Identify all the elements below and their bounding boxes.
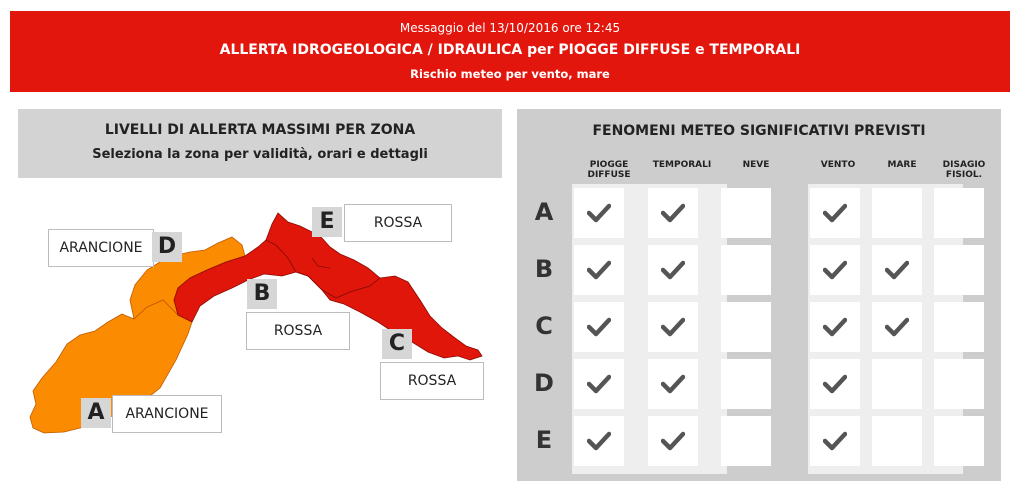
checkmark-icon xyxy=(823,373,847,395)
cell-c-5 xyxy=(934,302,984,352)
row-label-a: A xyxy=(534,198,554,226)
checkmark-icon xyxy=(587,430,611,452)
cell-b-3 xyxy=(810,245,860,295)
cell-a-1 xyxy=(648,188,698,238)
zone-a-level-box[interactable] xyxy=(112,395,222,433)
zone-e-level: ROSSA xyxy=(373,215,423,231)
checkmark-icon xyxy=(823,316,847,338)
row-label-e: E xyxy=(535,426,553,454)
zone-e-level-box[interactable] xyxy=(344,204,452,242)
cell-c-2 xyxy=(721,302,771,352)
cell-e-5 xyxy=(934,416,984,466)
cell-c-4 xyxy=(872,302,922,352)
cell-c-1 xyxy=(648,302,698,352)
checkmark-icon xyxy=(885,316,909,338)
cell-e-2 xyxy=(721,416,771,466)
checkmark-icon xyxy=(823,202,847,224)
cell-a-0 xyxy=(574,188,624,238)
col-head-piogge: PIOGGE DIFFUSE xyxy=(587,160,631,180)
cell-e-4 xyxy=(872,416,922,466)
checkmark-icon xyxy=(661,259,685,281)
zone-d-tag[interactable]: D xyxy=(152,232,182,262)
cell-d-4 xyxy=(872,359,922,409)
row-label-b: B xyxy=(534,255,554,283)
cell-c-3 xyxy=(810,302,860,352)
zone-a-level: ARANCIONE xyxy=(125,406,209,422)
cell-b-0 xyxy=(574,245,624,295)
row-label-c: C xyxy=(535,312,553,340)
cell-a-3 xyxy=(810,188,860,238)
checkmark-icon xyxy=(661,316,685,338)
zone-b-tag[interactable]: B xyxy=(247,279,277,309)
cell-b-5 xyxy=(934,245,984,295)
cell-d-2 xyxy=(721,359,771,409)
zone-c-level-box[interactable] xyxy=(380,362,484,400)
col-head-temporali: TEMPORALI xyxy=(652,160,712,170)
cell-a-5 xyxy=(934,188,984,238)
cell-b-1 xyxy=(648,245,698,295)
zone-c-level: ROSSA xyxy=(407,373,457,389)
zone-a-tag[interactable]: A xyxy=(81,398,111,428)
zone-b-level-box[interactable] xyxy=(246,312,350,350)
cell-a-4 xyxy=(872,188,922,238)
zone-c-tag[interactable]: C xyxy=(382,329,412,359)
checkmark-icon xyxy=(661,373,685,395)
alert-title: ALLERTA IDROGEOLOGICA / IDRAULICA per PIOGGE DIFFUSE e TEMPORALI xyxy=(219,42,801,58)
col-head-disagio: DISAGIO FISIOL. xyxy=(942,160,986,180)
row-label-d: D xyxy=(534,369,554,397)
checkmark-icon xyxy=(885,259,909,281)
checkmark-icon xyxy=(587,316,611,338)
zone-b-level: ROSSA xyxy=(273,323,323,339)
cell-c-0 xyxy=(574,302,624,352)
checkmark-icon xyxy=(587,259,611,281)
checkmark-icon xyxy=(661,430,685,452)
checkmark-icon xyxy=(587,373,611,395)
cell-e-3 xyxy=(810,416,860,466)
cell-d-1 xyxy=(648,359,698,409)
col-head-mare: MARE xyxy=(887,160,917,170)
checkmark-icon xyxy=(823,430,847,452)
checkmark-icon xyxy=(661,202,685,224)
zone-d-level: ARANCIONE xyxy=(59,240,143,256)
levels-heading: LIVELLI DI ALLERTA MASSIMI PER ZONA xyxy=(104,122,416,138)
cell-d-3 xyxy=(810,359,860,409)
phenomena-heading: FENOMENI METEO SIGNIFICATIVI PREVISTI xyxy=(592,123,926,139)
cell-e-1 xyxy=(648,416,698,466)
cell-d-5 xyxy=(934,359,984,409)
cell-b-2 xyxy=(721,245,771,295)
cell-d-0 xyxy=(574,359,624,409)
zone-e-tag[interactable]: E xyxy=(312,207,342,237)
alert-subtitle: Rischio meteo per vento, mare xyxy=(410,67,610,81)
phenomena-panel xyxy=(517,109,1001,481)
checkmark-icon xyxy=(823,259,847,281)
cell-e-0 xyxy=(574,416,624,466)
checkmark-icon xyxy=(587,202,611,224)
message-date: Messaggio del 13/10/2016 ore 12:45 xyxy=(399,21,621,35)
col-head-neve: NEVE xyxy=(742,160,770,170)
cell-a-2 xyxy=(721,188,771,238)
zone-d-level-box[interactable] xyxy=(48,229,154,267)
cell-b-4 xyxy=(872,245,922,295)
col-head-vento: VENTO xyxy=(820,160,856,170)
levels-subheading: Seleziona la zona per validità, orari e dettagli xyxy=(92,147,428,162)
